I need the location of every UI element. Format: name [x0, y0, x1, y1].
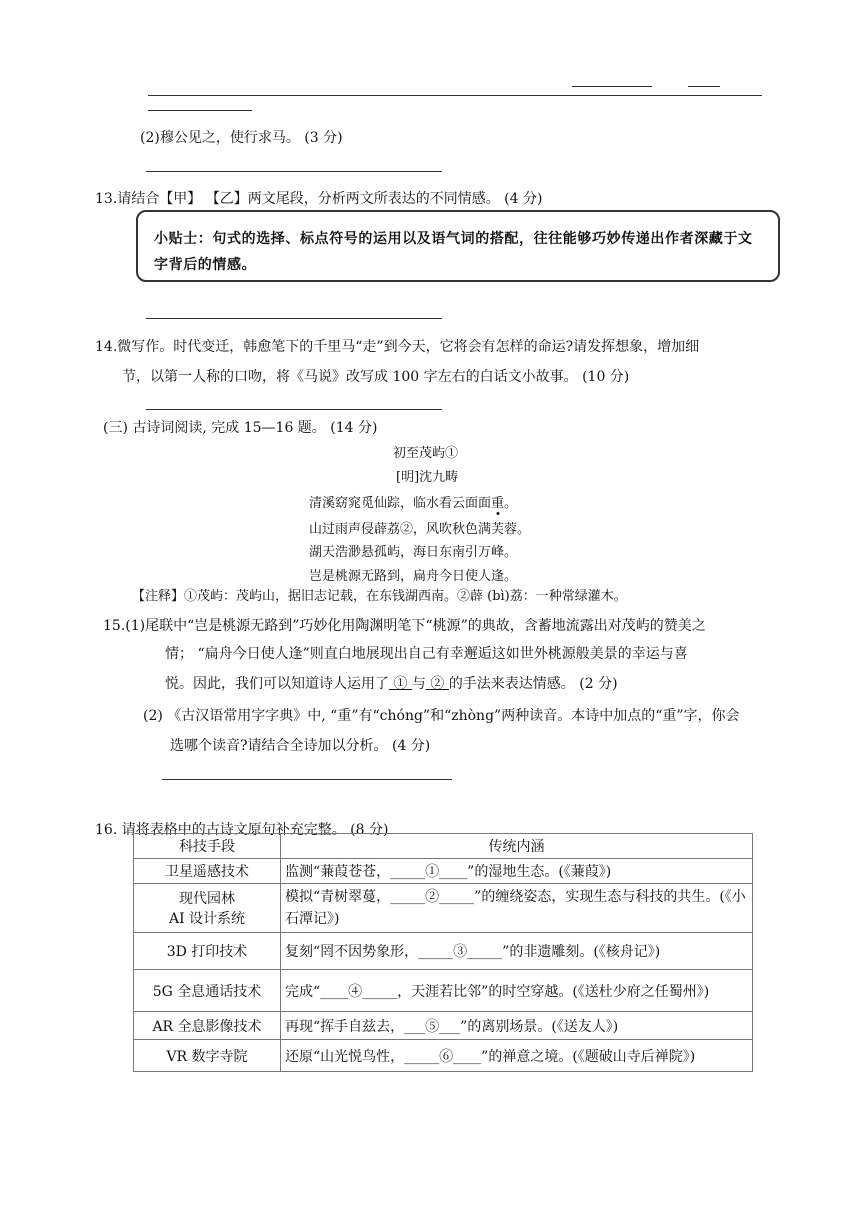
table-row	[134, 1012, 753, 1040]
table-row	[134, 933, 753, 970]
question-15-line3-mid: 与	[411, 676, 426, 692]
tip-text: 小贴士：句式的选择、标点符号的运用以及语气词的搭配，往往能够巧妙传递出作者深藏于文字背后的情感。	[154, 231, 753, 273]
table-cell-tech	[134, 884, 281, 933]
poem-title: 初至茂屿①	[393, 446, 459, 461]
question-15-line3-b: 的手法来表达情感。 (2 分)	[448, 676, 618, 692]
table-cell-tech: AR 全息影像技术	[134, 1012, 281, 1040]
question-15-line2: 情； “扁舟今日使人逢”则直白地展现出自己有幸邂逅这如世外桃源般美景的幸运与喜	[165, 646, 688, 662]
poem-line-3: 湖天浩渺悬孤屿，海日东南引万峰。	[309, 545, 518, 560]
poem-line-4: 岂是桃源无路到，扁舟今日使人逢。	[309, 569, 518, 584]
table-row	[134, 1040, 753, 1072]
question-15-2-line1: (2) 《古汉语常用字字典》中, “重”有“chóng”和“zhòng”两种读音。本诗中加点的“重”字，你会	[143, 708, 740, 724]
dotted-character: 重	[491, 496, 505, 511]
table-cell-tech: VR 数字寺院	[134, 1040, 281, 1072]
section-heading: (三) 古诗词阅读, 完成 15—16 题。 (14 分)	[103, 420, 378, 436]
answer-line-q14[interactable]	[146, 409, 442, 410]
blank-2[interactable]: ②	[425, 676, 449, 692]
question-13: 13.请结合【甲】 【乙】两文尾段，分析两文所表达的不同情感。 (4 分)	[95, 191, 543, 207]
blank-1[interactable]: ①	[389, 676, 412, 692]
question-14-line1: 14.微写作。时代变迁，韩愈笔下的千里马“走”到今天，它将会有怎样的命运?请发挥想象，增加细	[95, 339, 700, 355]
table-cell-content[interactable]: 复刻“罔不因势象形，_____③_____”的非遗雕刻。(《核舟记》)	[281, 933, 753, 970]
table-row	[134, 970, 753, 1012]
fill-table	[133, 833, 753, 1072]
poem-line-1-a: 清溪窈窕觅仙踪，临水看云面面	[309, 496, 492, 511]
answer-line-q15[interactable]	[162, 779, 452, 780]
answer-line-fragment	[688, 86, 720, 87]
table-header-row	[134, 834, 753, 859]
tip-box	[136, 210, 780, 282]
table-cell-content[interactable]: 还原“山光悦鸟性，_____⑥____”的禅意之境。(《题破山寺后禅院》)	[281, 1040, 753, 1072]
poem-line-1-b: 。	[504, 496, 518, 511]
answer-line-top-short[interactable]	[148, 110, 252, 111]
question-15-line1: 15.(1)尾联中“岂是桃源无路到”巧妙化用陶渊明笔下“桃源”的典故，含蓄地流露出对茂屿的赞美之	[103, 618, 706, 634]
poem-author: [明]沈九畴	[396, 470, 459, 485]
answer-line-fragment	[572, 86, 652, 87]
table-cell-tech-line1: 现代园林	[179, 891, 235, 907]
table-cell-content[interactable]: 再现“挥手自兹去，___⑤___”的离别场景。(《送友人》)	[281, 1012, 753, 1040]
poem-line-2: 山过雨声侵薜荔②，风吹秋色满芙蓉。	[309, 522, 531, 537]
poem-line-1	[309, 492, 517, 511]
table-cell-tech-line2: AI 设计系统	[168, 911, 246, 927]
table-cell-content[interactable]: 模拟“青树翠蔓，_____②_____”的缠绕姿态，实现生态与科技的共生。(《小石潭记》)	[281, 884, 753, 933]
question-12-2: (2)穆公见之，使行求马。 (3 分)	[140, 130, 343, 146]
question-15-line3	[165, 673, 618, 693]
table-cell-tech: 3D 打印技术	[134, 933, 281, 970]
answer-line-q12[interactable]	[146, 171, 442, 172]
question-15-line3-a: 悦。因此，我们可以知道诗人运用了	[165, 676, 389, 692]
table-cell-tech: 卫星遥感技术	[134, 859, 281, 884]
question-14-line2: 节，以第一人称的口吻，将《马说》改写成 100 字左右的白话文小故事。 (10 分)	[122, 369, 630, 385]
question-16: 16. 请将表格中的古诗文原句补充完整。 (8 分)	[95, 822, 389, 838]
table-cell-content[interactable]: 监测“蒹葭苍苍，_____①____”的湿地生态。(《蒹葭》)	[281, 859, 753, 884]
table-row	[134, 859, 753, 884]
table-cell-content[interactable]: 完成“____④_____，天涯若比邻”的时空穿越。(《送杜少府之任蜀州》)	[281, 970, 753, 1012]
table-row	[134, 884, 753, 933]
question-15-2-line2: 选哪个读音?请结合全诗加以分析。 (4 分)	[170, 738, 431, 754]
table-header-content: 传统内涵	[281, 834, 753, 859]
answer-line-q13[interactable]	[146, 318, 442, 319]
table-cell-tech: 5G 全息通话技术	[134, 970, 281, 1012]
poem-note: 【注释】①茂屿：茂屿山，据旧志记载，在东钱湖西南。②薜 (bì)荔：一种常绿灌木。	[132, 589, 627, 604]
answer-line-top[interactable]	[148, 95, 762, 96]
table-header-tech: 科技手段	[134, 834, 281, 859]
